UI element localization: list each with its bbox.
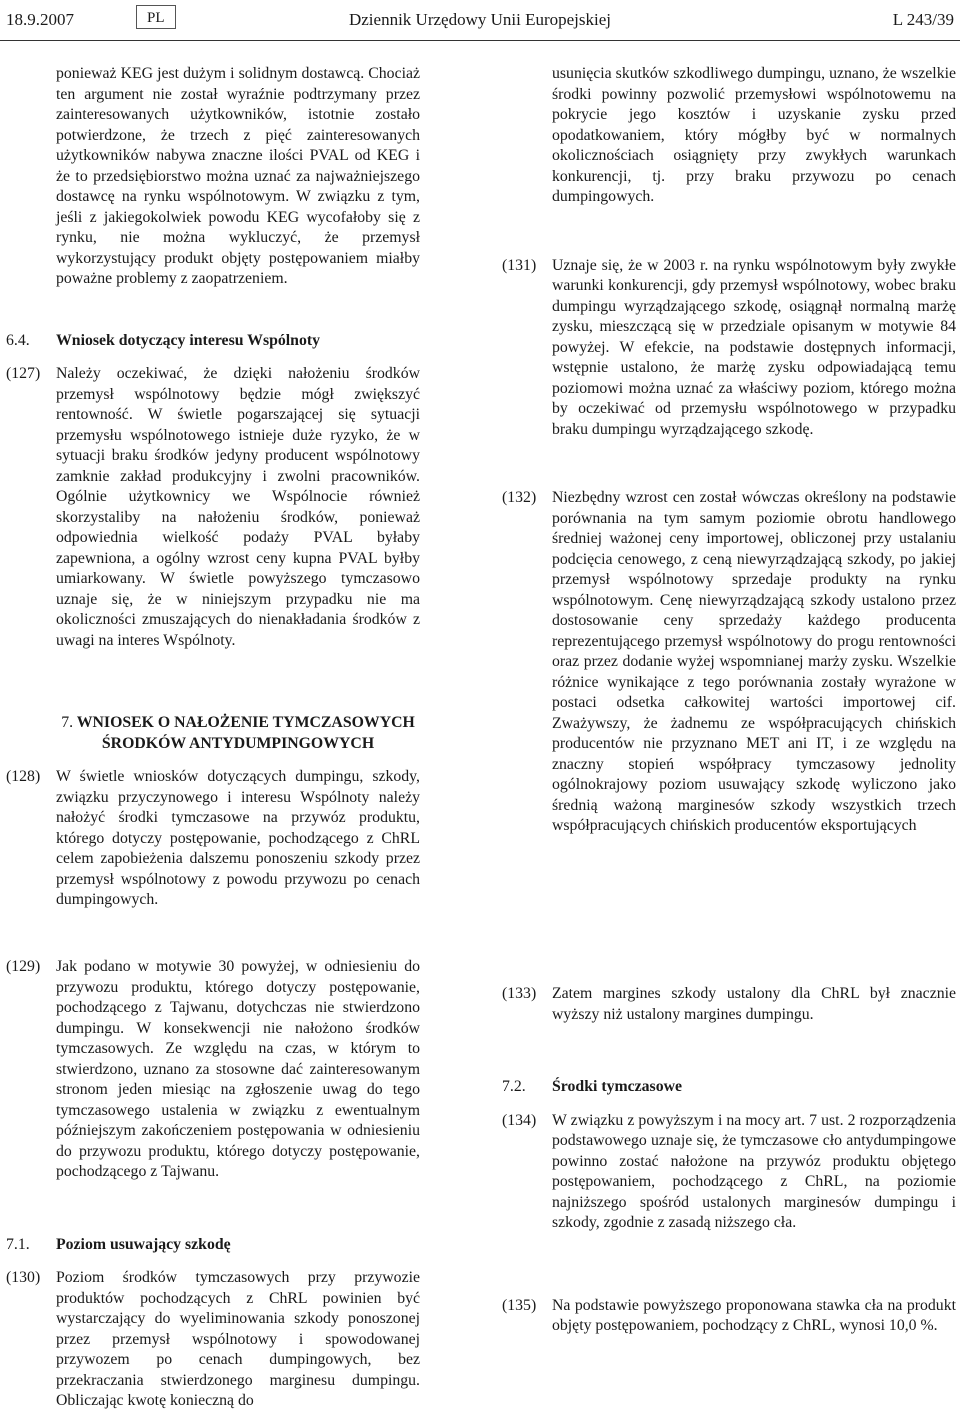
section-heading-7: 7. WNIOSEK O NAŁOŻENIE TYMCZASOWYCH ŚRODKÓW ANTYDUMPINGOWYCH	[61, 714, 415, 752]
paragraph-131: (131) Uznaje się, że w 2003 r. na rynku wspólnotowym były zwykłe warunki konkurencji, gdy przemysł wspólnotowy, wobec braku dumpingu wyrządzającego szkodę, osiągnął normalną marżę zysku, mieszczącą się w przedziale opisanym w motywie 84 powyżej. W efekcie, na podstawie dostępnych informacji, wstępnie ustalono, że marżę zysku odpowiadającą temu poziomowi można uznać za właściwy poziom, którego można by oczekiwać od przemysłu wspólnotowego w przypadku braku dumpingu wyrządzającego szkodę.	[502, 256, 956, 438]
left-column-top	[6, 64, 420, 911]
paragraph-128: (128) W świetle wniosków dotyczących dumpingu, szkody, związku przyczynowego i interesu Wspólnoty należy nałożyć środki tymczasowe na przywóz produktu, którego dotyczy postępowanie, pochodzącego z ChRL celem zapobieżenia dalszemu ponoszeniu szkody przez przemysł wspólnotowy z powodu przywozu po cenach dumpingowych.	[6, 768, 420, 908]
header-rule	[0, 40, 960, 41]
paragraph-134: (134) W związku z powyższym i na mocy art. 7 ust. 2 rozporządzenia podstawowego uznaje się, że tymczasowe cło antydumpingowe powinno zostać nałożone na przywóz produktu objętego postępowaniem, pochodzącego z ChRL, na poziomie najniższego spośród ustalonych marginesów dumpingu i szkody, zgodnie z zasadą niższego cła.	[502, 1111, 956, 1231]
journal-title: Dziennik Urzędowy Unii Europejskiej	[348, 10, 611, 29]
page-number: L 243/39	[892, 10, 954, 29]
paragraph-135: (135) Na podstawie powyższego proponowana stawka cła na produkt objęty postępowaniem, pochodzący z ChRL, wynosi 10,0 %.	[502, 1296, 956, 1334]
language-badge: PL	[136, 5, 176, 29]
right-column-bottom	[502, 984, 956, 1337]
section-heading-7-2: 7.2. Środki tymczasowe	[502, 1078, 683, 1095]
continued-paragraph: ponieważ KEG jest dużym i solidnym dostawcą. Chociaż ten argument nie został wyraźnie podtrzymany przez zainteresowanych użytkowników, istotnie zostało potwierdzone, że trzech z pięć zainteresowanych użytkowników nabywa znaczne ilości PVAL od KEG i że to przedsiębiorstwo można uznać za najważniejszego dostawcę na rynku wspólnotowym. W związku z tym, jeśli z jakiegokolwiek powodu KEG wycofałoby się z rynku, nie można wykluczyć, że przemysł wykorzystujący produkt objęty postępowaniem miałby poważne problemy z zaopatrzeniem.	[56, 65, 420, 287]
paragraph-129: (129) Jak podano w motywie 30 powyżej, w odniesieniu do przywozu produktu, którego dotyczy postępowanie, pochodzącego z Tajwanu, dotychczas nie stwierdzono dumpingu. W konsekwencji nie nałożono środków tymczasowych. Ze względu na czas, w którym to stwierdzono, uznano za stosowne dać zainteresowanym stronom jeden miesiąc na zgłoszenie uwag do tego tymczasowego ustalenia w związku z ewentualnym późniejszym zakończeniem postępowania w odniesieniu do przywozu produktu, którego dotyczy postępowanie, pochodzącego z Tajwanu.	[6, 958, 420, 1180]
continued-paragraph-right: usunięcia skutków szkodliwego dumpingu, uznano, że wszelkie środki powinny pozwolić przemysłowi wspólnotowemu na pokrycie jego kosztów i uzyskanie zysku przed opodatkowaniem, który mógłby być w normalnych okolicznościach osiągnięty przy zwykłych warunkach konkurencji, tj. przy braku przywozu po cenach dumpingowych.	[552, 65, 956, 205]
right-column-top	[502, 64, 956, 837]
paragraph-127: (127) Należy oczekiwać, że dzięki nałożeniu środków przemysł wspólnotowy będzie mógł zwiększyć rentowność. W świetle pogarszającej się sytuacji przemysłu wspólnotowego istnieje duże ryzyko, że w sytuacji braku środków jedyny producent wspólnotowy zamknie zakład produkcyjny i zwolni pracowników. Ogólnie użytkownicy we Wspólnocie również skorzystaliby na nałożeniu środków, ponieważ odpowiednia wielkość podaży PVAL byłaby zapewniona, a ogólny wzrost ceny kupna PVAL byłby umiarkowany. W świetle powyższego tymczasowo uznaje się, że w niniejszym przypadku nie ma okoliczności zmuszających do nienakładania środków z uwagi na interes Wspólnoty.	[6, 365, 420, 649]
section-heading-7-1: 7.1. Poziom usuwający szkodę	[6, 1235, 231, 1253]
page-header	[0, 0, 960, 40]
paragraph-133: (133) Zatem margines szkody ustalony dla ChRL był znacznie wyższy niż ustalony margines dumpingu.	[502, 985, 956, 1023]
publication-date: 18.9.2007	[6, 10, 74, 29]
section-heading-6-4: 6.4. Wniosek dotyczący interesu Wspólnoty	[6, 331, 321, 349]
paragraph-132: (132) Niezbędny wzrost cen został wówczas określony na podstawie porównania na tym samym poziomie obrotu handlowego średniej ważonej ceny importowej, obliczonej przy ustalaniu podcięcia cenowego, z ceną niewyrządzającą szkody, po jakiej przemysł wspólnotowy sprzedaje produkty na rynku wspólnotowym. Cenę niewyrządzającą szkody ustalono przez dostosowanie ceny sprzedaży każdego producenta reprezentującego przemysł wspólnotowy do progu rentowności oraz przez dodanie wyżej wspomnianej marży zysku. Wszelkie różnice wynikające z tego porównania zostały wyrażone w postaci odsetka całkowitej wartości importowej cif. Zważywszy, że żadnemu ze współpracujących chińskich producentów nie przyznano MET ani IT, i ze względu na znaczny stopień współpracy tymczasowy jednolity ogólnokrajowy poziom usuwający szkodę wyliczono jako średnią ważoną marginesów szkody wszystkich trzech współpracujących chińskich producentów eksportujących	[502, 489, 956, 834]
left-column-bottom	[6, 957, 420, 1412]
paragraph-130: (130) Poziom środków tymczasowych przy przywozie produktów pochodzących z ChRL powinien być wystarczający do wyeliminowania szkody ponoszonej przez przemysł wspólnotowy i spowodowanej przywozem po cenach dumpingowych, bez przekraczania stwierdzonego marginesu dumpingu. Obliczając kwotę konieczną do	[6, 1269, 420, 1409]
